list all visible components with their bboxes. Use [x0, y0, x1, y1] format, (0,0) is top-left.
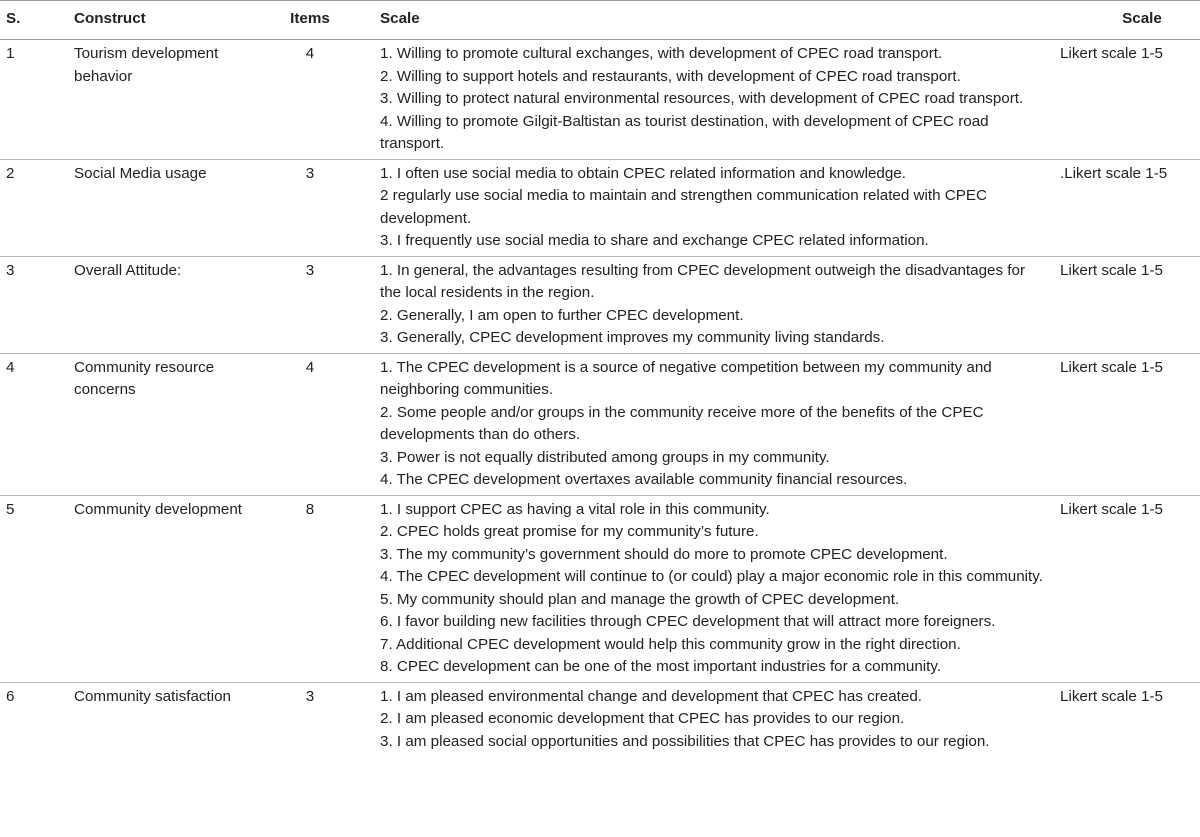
statement: 3. I am pleased social opportunities and possibilities that CPEC has provides to our region.: [380, 732, 990, 750]
statement: 4. Willing to promote Gilgit-Baltistan as tourist destination, with development of CPEC road transport.: [380, 112, 989, 152]
statement: 6. I favor building new facilities through CPEC development that will attract more foreigners.: [380, 613, 996, 630]
row-statements: [380, 495, 1060, 682]
table-header-row: [0, 1, 1200, 40]
row-statements: [380, 353, 1060, 495]
statement: 3. I frequently use social media to share and exchange CPEC related information.: [380, 232, 929, 249]
table-row: [0, 353, 1200, 495]
row-items: 8: [270, 495, 380, 682]
statement: 2. Generally, I am open to further CPEC development.: [380, 306, 744, 324]
statement: 7. Additional CPEC development would help this community grow in the right direction.: [380, 635, 961, 653]
statement: 1. Willing to promote cultural exchanges, with development of CPEC road transport.: [380, 45, 943, 62]
row-construct: Community development: [70, 495, 270, 682]
row-items: 3: [270, 159, 380, 256]
table-row: [0, 256, 1200, 353]
statement: 3. Generally, CPEC development improves my community living standards.: [380, 329, 885, 346]
statement: 4. The CPEC development will continue to (or could) play a major economic role in this community.: [380, 568, 1043, 585]
header-construct: Construct: [70, 1, 270, 40]
statement: 4. The CPEC development overtaxes available community financial resources.: [380, 471, 908, 488]
row-scale-type: Likert scale 1-5: [1060, 353, 1200, 495]
row-construct: Social Media usage: [70, 159, 270, 256]
row-sn: 5: [0, 495, 70, 682]
row-scale-type: .Likert scale 1-5: [1060, 159, 1200, 256]
statement: 2 regularly use social media to maintain and strengthen communication related with CPEC development.: [380, 187, 987, 227]
statement: 2. Some people and/or groups in the community receive more of the benefits of the CPEC developments than do others.: [380, 403, 984, 443]
header-items: Items: [270, 1, 380, 40]
header-scale: Scale: [380, 1, 1060, 40]
row-statements: [380, 159, 1060, 256]
row-construct: Community satisfaction: [74, 687, 231, 705]
table-row: [0, 495, 1200, 682]
table-row: [0, 682, 1200, 756]
header-sn: S.: [0, 1, 70, 40]
table-row: [0, 40, 1200, 160]
statement: 3. Willing to protect natural environmental resources, with development of CPEC road transport.: [380, 90, 1024, 107]
row-scale-type: Likert scale 1-5: [1060, 495, 1200, 682]
row-construct: Community resource concerns: [70, 353, 270, 495]
statement: 1. I am pleased environmental change and development that CPEC has created.: [380, 687, 923, 705]
statement: 3. Power is not equally distributed among groups in my community.: [380, 448, 830, 466]
statement: 1. The CPEC development is a source of negative competition between my community and neighboring communities.: [380, 358, 992, 398]
row-sn: 6: [6, 687, 15, 705]
statement: 5. My community should plan and manage the growth of CPEC development.: [380, 590, 900, 608]
row-construct: Overall Attitude:: [70, 256, 270, 353]
statement: 1. I often use social media to obtain CPEC related information and knowledge.: [380, 164, 906, 182]
row-construct: Tourism development behavior: [70, 40, 270, 160]
row-scale-type: Likert scale 1-5: [1060, 687, 1163, 705]
table-body: [0, 40, 1200, 757]
statement: 2. I am pleased economic development that CPEC has provides to our region.: [380, 710, 905, 727]
row-sn: 1: [0, 40, 70, 160]
statement: 8. CPEC development can be one of the most important industries for a community.: [380, 658, 942, 675]
row-scale-type: Likert scale 1-5: [1060, 256, 1200, 353]
row-sn: 2: [0, 159, 70, 256]
statement: 2. CPEC holds great promise for my community’s future.: [380, 523, 759, 540]
row-items: 4: [270, 353, 380, 495]
table-row: [0, 159, 1200, 256]
statement: 1. I support CPEC as having a vital role in this community.: [380, 500, 770, 518]
row-sn: 4: [0, 353, 70, 495]
statement: 1. In general, the advantages resulting from CPEC development outweigh the disadvantages for the local residents in the region.: [380, 261, 1026, 301]
row-items: 3: [305, 687, 315, 705]
row-items: 3: [270, 256, 380, 353]
row-scale-type: Likert scale 1-5: [1060, 40, 1200, 160]
statement: 3. The my community’s government should do more to promote CPEC development.: [380, 545, 948, 563]
row-statements: [380, 682, 1060, 756]
header-scale-type: Scale: [1060, 1, 1200, 40]
row-statements: [380, 256, 1060, 353]
row-items: 4: [270, 40, 380, 160]
row-statements: [380, 40, 1060, 160]
row-sn: 3: [0, 256, 70, 353]
statement: 2. Willing to support hotels and restaurants, with development of CPEC road transport.: [380, 67, 961, 85]
